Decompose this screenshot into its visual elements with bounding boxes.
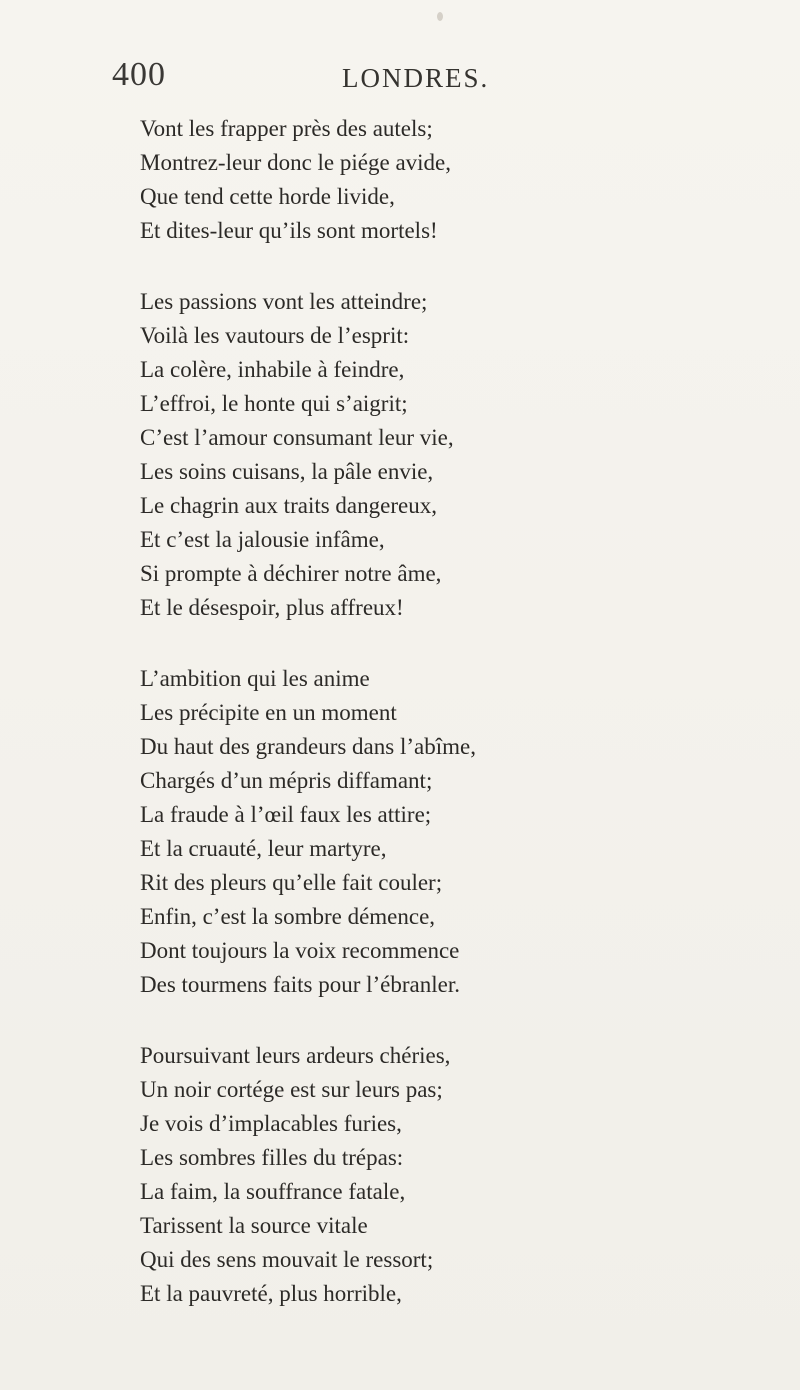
poem-line: Tarissent la source vitale [140, 1213, 368, 1238]
stanza [140, 662, 740, 1002]
poem-line: Que tend cette horde livide, [140, 184, 395, 209]
poem-line: Vont les frapper près des autels; [140, 116, 433, 141]
poem-body [140, 112, 740, 1348]
poem-line: La fraude à l’œil faux les attire; [140, 802, 432, 827]
poem-line: Montrez-leur donc le piége avide, [140, 150, 452, 175]
poem-line: Les sombres filles du trépas: [140, 1145, 404, 1170]
poem-line: Les passions vont les atteindre; [140, 289, 428, 314]
poem-line: Le chagrin aux traits dangereux, [140, 493, 437, 518]
stanza [140, 112, 740, 248]
poem-line: Voilà les vautours de l’esprit: [140, 323, 410, 348]
poem-line: Et le désespoir, plus affreux! [140, 595, 404, 620]
stanza [140, 1039, 740, 1311]
poem-line: Je vois d’implacables furies, [140, 1111, 402, 1136]
poem-line: Des tourmens faits pour l’ébranler. [140, 972, 460, 997]
poem-line: Les précipite en un moment [140, 700, 397, 725]
poem-line: La colère, inhabile à feindre, [140, 357, 405, 382]
poem-line: Du haut des grandeurs dans l’abîme, [140, 734, 476, 759]
poem-line: Rit des pleurs qu’elle fait couler; [140, 870, 443, 895]
page-header [0, 56, 800, 98]
poem-line: Et la cruauté, leur martyre, [140, 836, 387, 861]
page-number: 400 [112, 56, 166, 93]
poem-line: L’effroi, le honte qui s’aigrit; [140, 391, 408, 416]
poem-line: Dont toujours la voix recommence [140, 938, 460, 963]
poem-line: La faim, la souffrance fatale, [140, 1179, 406, 1204]
poem-line: Chargés d’un mépris diffamant; [140, 768, 433, 793]
poem-line: Les soins cuisans, la pâle envie, [140, 459, 434, 484]
poem-line: Enfin, c’est la sombre démence, [140, 904, 436, 929]
poem-line: Et dites-leur qu’ils sont mortels! [140, 218, 438, 243]
poem-line: C’est l’amour consumant leur vie, [140, 425, 454, 450]
poem-line: Qui des sens mouvait le ressort; [140, 1247, 434, 1272]
poem-line: Et la pauvreté, plus horrible, [140, 1281, 402, 1306]
poem-line: Poursuivant leurs ardeurs chéries, [140, 1043, 451, 1068]
running-head: LONDRES. [342, 63, 490, 93]
stanza [140, 285, 740, 625]
ink-speck [437, 12, 443, 21]
poem-line: Un noir cortége est sur leurs pas; [140, 1077, 443, 1102]
poem-line: L’ambition qui les anime [140, 666, 370, 691]
poem-line: Si prompte à déchirer notre âme, [140, 561, 442, 586]
poem-line: Et c’est la jalousie infâme, [140, 527, 385, 552]
